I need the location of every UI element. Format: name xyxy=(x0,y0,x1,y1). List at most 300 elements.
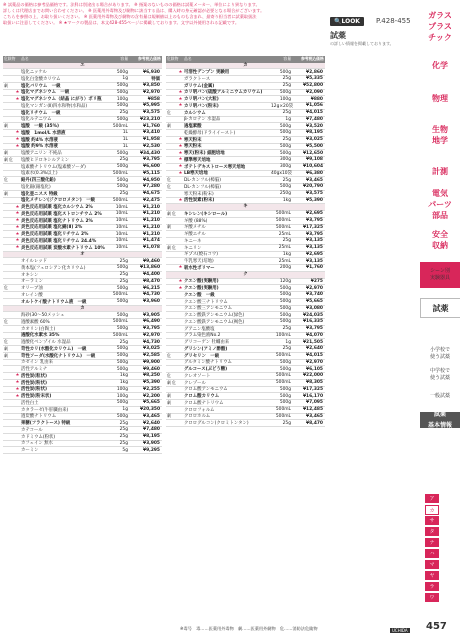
product-name: キニーネ xyxy=(184,238,202,244)
look-badge: 🔍LOOK xyxy=(330,17,364,26)
tab-item[interactable]: 一般試薬 xyxy=(420,388,460,404)
tab-item[interactable]: 試薬 基本情報 xyxy=(420,412,460,428)
product-volume: 500mL xyxy=(275,224,291,230)
group-heading: エ xyxy=(3,63,162,70)
product-volume: 25mL xyxy=(278,258,291,264)
product-volume: 300g xyxy=(279,164,291,170)
product-volume: 500g xyxy=(279,130,291,136)
product-name: ガラクトース xyxy=(184,76,211,82)
product-name: クエン酸(実験用) xyxy=(184,279,219,285)
product-name: キニリン xyxy=(184,245,202,251)
product-name: ギ酸エチル xyxy=(184,232,206,238)
product-volume: 500g xyxy=(279,69,291,75)
tab-item[interactable]: 計測 xyxy=(420,160,460,182)
product-name: オキシン xyxy=(21,272,39,278)
product-price: ¥9,460 xyxy=(143,258,160,264)
product-price: ¥7,480 xyxy=(143,427,160,433)
product-name: 塩化マグネシウム（結晶 にがり）ポリ瓶 xyxy=(21,97,102,103)
product-price: ¥3,795 xyxy=(143,326,160,332)
product-price: ¥4,675 xyxy=(143,191,160,197)
product-price: ¥1,474 xyxy=(143,238,160,244)
product-volume: 500mL xyxy=(275,407,291,413)
product-volume: 500mL xyxy=(112,170,128,176)
product-volume: 25g xyxy=(119,110,128,116)
kana-index-item[interactable]: ナ xyxy=(425,538,439,548)
hazard-class: 危 xyxy=(4,177,8,183)
product-price: ¥3,575 xyxy=(143,110,160,116)
product-name: カオリン(白陶土) xyxy=(21,326,56,332)
product-volume: 500g xyxy=(116,265,128,271)
product-volume: 25g xyxy=(282,326,291,332)
product-name: クエン酸鉄アンモニウム(褐色) xyxy=(184,319,245,325)
tab-item[interactable]: 小学校で 使う試薬 xyxy=(420,346,460,362)
hazard-class: 危 xyxy=(167,352,171,358)
product-price: ¥2,255 xyxy=(143,386,160,392)
look-bar xyxy=(330,15,420,27)
tab-item[interactable]: 物理 xyxy=(420,86,460,110)
product-price: ¥6,215 xyxy=(143,285,160,291)
product-name: クロム酸カリウム xyxy=(184,394,220,400)
product-name: オイルレッド xyxy=(21,259,47,265)
kana-index-item[interactable]: ワ xyxy=(425,593,439,603)
product-volume: 1L xyxy=(122,143,128,149)
product-name: 活性炭(粉状) xyxy=(21,387,47,393)
product-name: カーミン xyxy=(21,448,39,454)
header-cell: 参考税込価格 xyxy=(301,56,324,62)
product-price: ¥1,760 xyxy=(306,265,323,271)
product-price: ¥3,025 xyxy=(143,346,160,352)
product-volume: 1L xyxy=(122,137,128,143)
product-name: 炎色反応用試薬 塩化銅(Ⅱ) 2% xyxy=(21,225,83,231)
product-price: ¥3,795 xyxy=(306,231,323,237)
product-price: ¥3,465 xyxy=(306,413,323,419)
product-name: 苛性カリ(水酸化カリウム) 一級 xyxy=(21,346,87,352)
product-name: 塩素酸ナトリウム(塩素酸ソーダ) xyxy=(21,164,86,170)
product-name: 塩素水(0.3%以上) xyxy=(21,171,58,177)
product-name: 寒天(粉末) 細胞培地 xyxy=(184,151,225,157)
product-name: 塩化銀(銀塩化) xyxy=(21,184,51,190)
kana-index-item[interactable]: マ xyxy=(425,560,439,570)
product-price: ¥3,520 xyxy=(306,123,323,129)
hazard-class: 劇 xyxy=(4,123,8,129)
product-volume: 10mL xyxy=(115,238,128,244)
product-volume: 500g xyxy=(116,400,128,406)
product-price: ¥17,325 xyxy=(303,224,323,230)
product-name: 過酸化ベンゾイル 水湿品 xyxy=(21,340,71,346)
product-price: ¥7,280 xyxy=(143,184,160,190)
product-name: カドミウム(粉状) xyxy=(21,434,56,440)
product-price: ¥8,470 xyxy=(306,420,323,426)
search-icon: 🔍 xyxy=(334,17,342,25)
product-price: ¥3,135 xyxy=(306,258,323,264)
product-name: クエン酸鉄アンモニウム(緑色) xyxy=(184,313,245,319)
product-volume: 500g xyxy=(116,103,128,109)
product-volume: 200g xyxy=(279,265,291,271)
star-mark: ★ xyxy=(178,103,183,109)
product-name: 活性炭(粉末状) xyxy=(21,394,52,400)
star-mark: ★ xyxy=(178,278,183,284)
product-name: カリ明バン(硫酸アルミニウムカリウム) xyxy=(184,90,263,96)
product-price: ¥7,480 xyxy=(306,116,323,122)
product-price: ¥2,640 xyxy=(306,346,323,352)
table-header xyxy=(3,56,162,63)
header-cell: 危険物 xyxy=(4,56,16,62)
hazard-class: 危 xyxy=(4,285,8,291)
product-price: ¥2,530 xyxy=(143,143,160,149)
product-volume: 25g xyxy=(119,278,128,284)
product-volume: 500g xyxy=(279,299,291,305)
product-volume: 500g xyxy=(116,312,128,318)
product-name: 塩酸 約4% 水溶液 xyxy=(21,137,58,143)
product-price: ¥2,585 xyxy=(143,353,160,359)
star-mark: ★ xyxy=(178,137,183,143)
product-name: 寒天粉末(粉末) xyxy=(184,191,214,197)
product-price: ¥1,210 xyxy=(143,204,160,210)
product-price: ¥5,995 xyxy=(143,103,160,109)
product-volume: 500mL xyxy=(112,292,128,298)
group-heading: カ xyxy=(166,63,325,70)
product-price: ¥4,015 xyxy=(306,353,323,359)
star-mark: ★ xyxy=(15,204,20,210)
product-price: ¥9,460 xyxy=(143,366,160,372)
product-volume: 500g xyxy=(116,285,128,291)
hazard-class: 危 xyxy=(167,109,171,115)
product-volume: 10mL xyxy=(115,211,128,217)
notes-block xyxy=(3,2,327,26)
star-mark: ★ xyxy=(178,150,183,156)
product-volume: 500g xyxy=(279,359,291,365)
product-name: グリシン(アミノ酢酸) xyxy=(184,346,228,352)
product-name: クエン酸(実験用) xyxy=(184,286,219,292)
product-name: ギプス(焼石コウ) xyxy=(184,252,218,258)
product-name: 塩酸 一級 (35%) xyxy=(21,124,60,130)
product-price: ¥858 xyxy=(147,96,160,102)
header-cell: 品名 xyxy=(184,56,192,62)
product-volume: 500g xyxy=(116,299,128,305)
product-price: ¥5,390 xyxy=(143,380,160,386)
hazard-class: 劇 xyxy=(4,150,8,156)
product-price: ¥2,695 xyxy=(306,251,323,257)
product-name: 活性アルミナ xyxy=(21,367,48,373)
product-price: ¥2,090 xyxy=(306,89,323,95)
product-volume: 500g xyxy=(279,89,291,95)
product-name: クレオソート xyxy=(184,373,211,379)
product-price: ¥10,604 xyxy=(303,164,323,170)
star-mark: ★ xyxy=(15,143,20,149)
product-volume: 500mL xyxy=(275,218,291,224)
product-name: LB寒天培地 xyxy=(184,171,208,177)
product-name: オルトケイ酸ナトリウム液 一級 xyxy=(21,299,87,305)
product-volume: 25g xyxy=(119,420,128,426)
product-volume: 500g xyxy=(116,353,128,359)
product-price: ¥16,170 xyxy=(303,393,323,399)
product-price: ¥12,650 xyxy=(303,150,323,156)
tab-item[interactable]: 生物 地学 xyxy=(420,118,460,152)
product-volume: 500g xyxy=(279,319,291,325)
product-volume: 500mL xyxy=(275,373,291,379)
kana-index-item[interactable]: サ xyxy=(425,516,439,526)
product-volume: 25g xyxy=(282,346,291,352)
product-name: グリコーゲン 牡蠣由来 xyxy=(184,340,230,346)
product-name: 塩酸アニリン 不純品 xyxy=(21,151,62,157)
hazard-class: 劇 危 xyxy=(167,244,176,250)
product-name: 活性炭(粒状) xyxy=(21,373,47,379)
product-price: ¥21,505 xyxy=(303,339,323,345)
product-volume: 500mL xyxy=(275,413,291,419)
product-price: ¥1,760 xyxy=(143,123,160,129)
product-price: ¥3,465 xyxy=(306,177,323,183)
tab-item[interactable]: シーン別 実験器具 xyxy=(420,262,460,288)
right-table xyxy=(166,56,325,427)
header-cell: 危険物 xyxy=(167,56,179,62)
kana-index-item[interactable]: ヤ xyxy=(425,571,439,581)
star-mark: ★ xyxy=(178,89,183,95)
product-name: 塩化バリウム 一級 xyxy=(21,83,61,89)
product-price: ¥6,490 xyxy=(143,319,160,325)
product-name: 可溶性デンプン 実験用 xyxy=(184,70,230,76)
product-name: ガリウム(金属) xyxy=(184,83,215,89)
product-price: ¥3,795 xyxy=(306,218,323,224)
product-price: ¥3,960 xyxy=(143,299,160,305)
product-price: ¥3,850 xyxy=(143,83,160,89)
product-volume: 25g xyxy=(282,177,291,183)
star-mark: ★ xyxy=(15,211,20,217)
section-title: 試薬 xyxy=(330,31,346,40)
product-price: ¥3,740 xyxy=(306,292,323,298)
hazard-class: 劇 xyxy=(167,393,171,399)
tab-item[interactable]: 試薬 xyxy=(420,298,460,318)
product-volume: 500g xyxy=(116,177,128,183)
look-page-ref: P.428-455 xyxy=(375,17,411,25)
product-volume: 500g xyxy=(279,123,291,129)
product-volume: 300g xyxy=(279,157,291,163)
product-price: ¥6,105 xyxy=(306,366,323,372)
star-mark: ★ xyxy=(15,238,20,244)
product-name: 塩化白金酸カリウム xyxy=(21,76,61,82)
product-price: ¥20,790 xyxy=(303,184,323,190)
star-mark: ★ xyxy=(178,157,183,163)
product-price: ¥275 xyxy=(310,278,323,284)
product-volume: 500g xyxy=(279,143,291,149)
product-price: ¥4,400 xyxy=(143,272,160,278)
product-name: 炎色反応用試薬 塩化リチウム 24.4% xyxy=(21,238,97,244)
tab-item[interactable]: 中学校で 使う試薬 xyxy=(420,366,460,384)
star-mark: ★ xyxy=(178,285,183,291)
star-mark: ★ xyxy=(178,96,183,102)
product-volume: 500g xyxy=(116,413,128,419)
product-volume: 5g xyxy=(122,447,128,453)
product-price: ¥9,295 xyxy=(143,447,160,453)
product-price: ¥5,390 xyxy=(306,197,323,203)
hazard-class: 劇 xyxy=(4,352,8,358)
product-volume: 12g×20袋 xyxy=(271,103,294,109)
product-price: ¥8,470 xyxy=(143,278,160,284)
table-row xyxy=(3,245,162,252)
product-name: 海砂(30〜50メッシュ xyxy=(21,313,65,319)
product-volume: 500g xyxy=(116,116,128,122)
product-price: ¥1,958 xyxy=(143,137,160,143)
product-name: グルコース(ぶどう糖) xyxy=(184,367,228,373)
product-volume: 25g xyxy=(119,157,128,163)
product-volume: 500mL xyxy=(275,353,291,359)
product-name: 炎色反応用試薬 塩化リチウム 2% xyxy=(21,232,89,238)
product-volume: 10mL xyxy=(115,218,128,224)
product-price: ¥3,795 xyxy=(306,326,323,332)
product-name: クロム酸ナトリウム xyxy=(184,400,224,406)
product-price: ¥3,135 xyxy=(306,245,323,251)
publisher-logo: UCHIDA xyxy=(392,628,408,633)
product-price: ¥5,335 xyxy=(306,76,323,82)
product-price: ¥5,665 xyxy=(143,400,160,406)
product-price: ¥2,640 xyxy=(143,420,160,426)
product-price: ¥13,860 xyxy=(140,265,160,271)
star-mark: ★ xyxy=(178,170,183,176)
tab-item[interactable]: 化学 xyxy=(420,52,460,78)
product-volume: 500g xyxy=(116,83,128,89)
product-name: グルタミン酸ナトリウム xyxy=(184,360,232,366)
product-name: 塩酸ヒドロキシルアミン xyxy=(21,157,70,163)
product-volume: 25g xyxy=(119,339,128,345)
note-line: 詳しくは代理店までお問い合わせください。 ※ 医薬用外毒物及び劇物に該当する品は、購入時の身元確認が必要となる場合がございます。 xyxy=(3,8,265,13)
product-price: ¥52,800 xyxy=(303,83,323,89)
hazard-class: 劇 xyxy=(4,345,8,351)
star-mark: ★ xyxy=(178,143,183,149)
product-price: ¥2,970 xyxy=(306,285,323,291)
product-price: ¥2,695 xyxy=(306,211,323,217)
product-name: 果糖(フラクトース) 特級 xyxy=(21,421,71,427)
hazard-class: 危 xyxy=(4,318,8,324)
product-volume: 25g xyxy=(119,440,128,446)
product-price: ¥7,095 xyxy=(306,400,323,406)
product-volume: 500mL xyxy=(112,123,128,129)
product-volume: 500g xyxy=(116,184,128,190)
product-name: クロム酸アンモニウム xyxy=(184,387,228,393)
hazard-class: 劇 危 xyxy=(167,379,176,385)
product-price: ¥880 xyxy=(310,96,323,102)
product-price: ¥3,465 xyxy=(143,413,160,419)
product-volume: 500g xyxy=(279,305,291,311)
hazard-class: 劇 xyxy=(4,190,8,196)
note-line: こちらを参照の上、お取り扱いください。 ※ 医薬用外毒物及び劇物の含有量は規制値以上のものも含まれ、最寄り担当者に試薬取扱法 xyxy=(3,14,257,19)
product-price: ¥2,970 xyxy=(143,89,160,95)
product-price: ¥8,195 xyxy=(306,130,323,136)
product-name: 塩酸 1mol/L 水溶液 xyxy=(21,130,66,136)
product-price: ¥2,475 xyxy=(143,197,160,203)
product-volume: 500g xyxy=(116,359,128,365)
kana-index-item[interactable]: ハ xyxy=(425,549,439,559)
kana-index-item[interactable]: タ xyxy=(425,527,439,537)
tab-item[interactable]: 安全 収納 xyxy=(420,226,460,254)
product-volume: 10mL xyxy=(115,224,128,230)
product-price: ¥1,210 xyxy=(143,211,160,217)
product-price: ¥4,950 xyxy=(143,177,160,183)
product-price: ¥2,860 xyxy=(306,69,323,75)
product-volume: 100g xyxy=(116,96,128,102)
product-name: カテコール xyxy=(21,427,43,433)
product-volume: 500g xyxy=(279,292,291,298)
product-volume: 500g xyxy=(116,69,128,75)
note-line: ※ 試薬品の価格は参考品価格です。法科は別途出る場合があります。 ※ 指案のないものの価格は試薬メーカー、単位により異なります。 xyxy=(3,2,260,7)
product-price: ¥3,905 xyxy=(143,312,160,318)
product-volume: 500g xyxy=(116,89,128,95)
product-name: 過酸化水素水 35% xyxy=(21,333,60,339)
product-volume: 25g xyxy=(282,238,291,244)
product-price: ¥9,108 xyxy=(306,157,323,163)
star-mark: ★ xyxy=(15,224,20,230)
product-volume: 10mL xyxy=(115,245,128,251)
product-name: カリ明バン(粉末) xyxy=(184,103,219,109)
left-table xyxy=(3,56,162,454)
product-name: 塩化メチレン(ジクロロメタン) 一級 xyxy=(21,198,95,204)
product-volume: 25g xyxy=(282,420,291,426)
product-name: 塩化マンガン(Ⅱ)四水和物(水和品) xyxy=(21,103,88,109)
product-name: キシレン(キシロール) xyxy=(184,211,228,217)
page-number: 457 xyxy=(426,621,447,632)
product-name: 塩酸 約9% 水溶液 xyxy=(21,144,58,150)
product-name: ポテトデキストロース寒天培地 xyxy=(184,164,246,170)
table-header xyxy=(166,56,325,63)
product-volume: 40gx10袋 xyxy=(271,171,292,177)
hazard-class: 劇 危 xyxy=(4,156,13,162)
star-mark: ★ xyxy=(15,380,20,386)
product-volume: 1g xyxy=(122,76,128,82)
product-price: ¥8,305 xyxy=(306,380,323,386)
kana-index-item[interactable]: ア xyxy=(425,494,439,504)
product-volume: 500mL xyxy=(112,332,128,338)
product-volume: 500g xyxy=(116,366,128,372)
kana-index-item[interactable]: ラ xyxy=(425,582,439,592)
star-mark: ★ xyxy=(15,373,20,379)
product-name: ギ酸メチル xyxy=(184,225,206,231)
product-price: ¥17,325 xyxy=(303,386,323,392)
tab-item[interactable]: ガラス プラス チック xyxy=(420,8,460,44)
product-name: 塩化マグネシウム 一級 xyxy=(21,90,70,96)
star-mark: ★ xyxy=(15,393,20,399)
product-name: 苛性ソーダ(水酸化ナトリウム) 一級 xyxy=(21,353,96,359)
product-name: グリセリン 一級 xyxy=(184,353,220,359)
product-name: 塩化亜ニスス 特級 xyxy=(21,191,58,197)
product-volume: 1g xyxy=(122,407,128,413)
group-heading: オ xyxy=(3,252,162,259)
product-price: ¥4,070 xyxy=(306,332,323,338)
star-mark: ★ xyxy=(15,89,20,95)
product-volume: 25g xyxy=(282,83,291,89)
product-volume: 500g xyxy=(279,184,291,190)
kana-index-item[interactable]: カ xyxy=(425,505,439,515)
product-name: 過酸素酸 60% xyxy=(21,319,50,325)
table-row xyxy=(3,447,162,454)
product-volume: 500g xyxy=(116,346,128,352)
product-name: 寒天粉末 xyxy=(184,137,202,143)
product-volume: 500g xyxy=(279,312,291,318)
hazard-class: 危 xyxy=(167,372,171,378)
product-price: ¥12,485 xyxy=(303,407,323,413)
product-price: ¥1,210 xyxy=(143,224,160,230)
hazard-class: 劇 xyxy=(167,399,171,405)
product-name: クレゾール xyxy=(184,380,206,386)
product-volume: 500g xyxy=(116,326,128,332)
star-mark: ★ xyxy=(15,231,20,237)
product-price: ¥8,195 xyxy=(143,434,160,440)
product-volume: 1kg xyxy=(282,251,291,257)
product-price: ¥4,730 xyxy=(143,339,160,345)
tab-item[interactable]: 電気 パーツ 部品 xyxy=(420,190,460,218)
table-row xyxy=(3,299,162,306)
product-volume: 25g xyxy=(119,427,128,433)
product-volume: 500g xyxy=(279,386,291,392)
product-name: グラム染色液No.2 xyxy=(184,333,221,339)
hazard-class: 劇 危 xyxy=(167,210,176,216)
